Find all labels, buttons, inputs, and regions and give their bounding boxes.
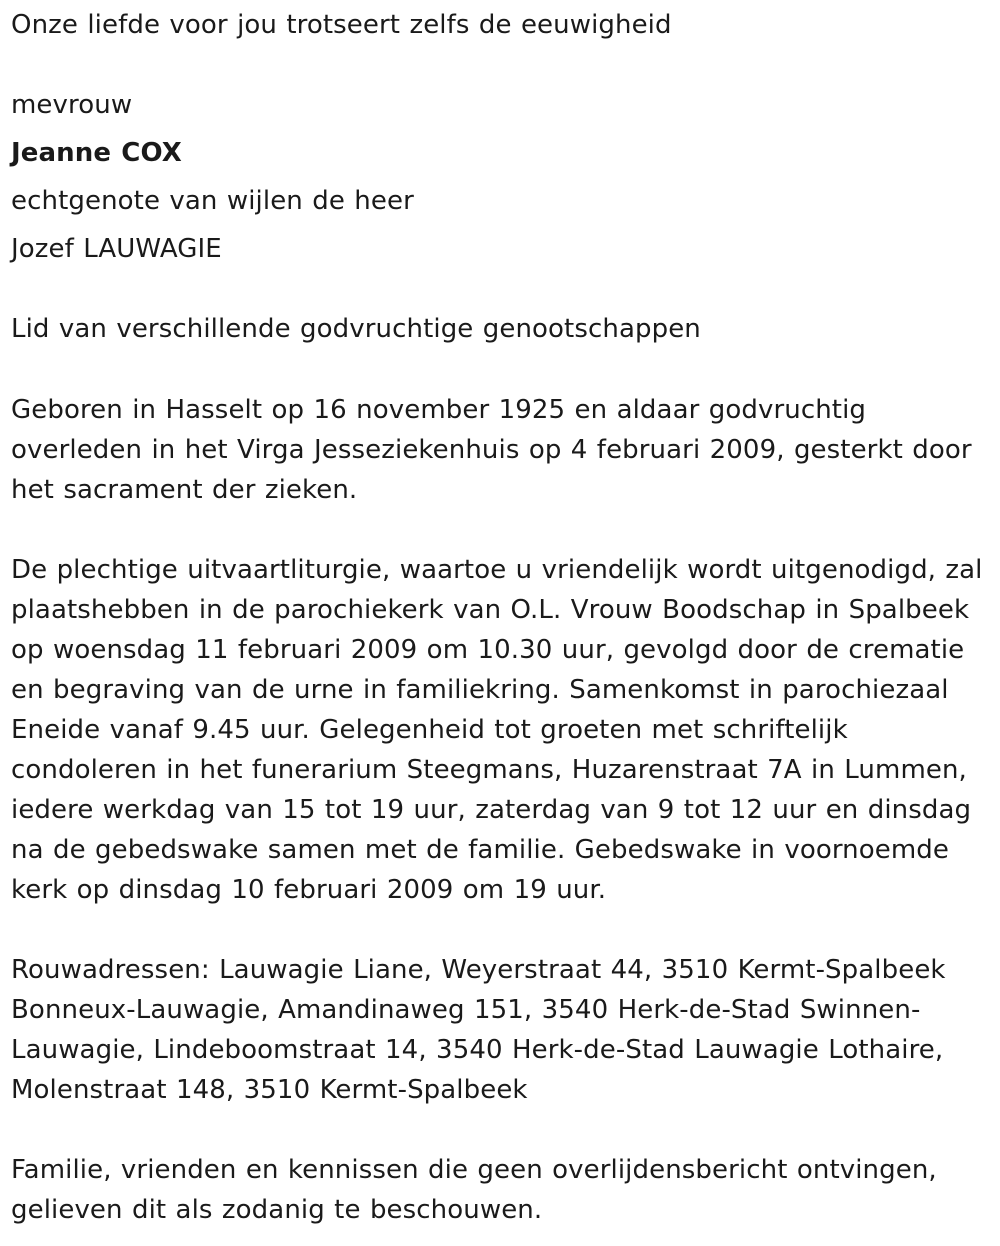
deceased-title: mevrouw bbox=[11, 90, 133, 120]
birth-death-line: overleden in het Virga Jesseziekenhuis op 4 februari 2009, gesterkt door bbox=[11, 435, 972, 465]
funeral-line: op woensdag 11 februari 2009 om 10.30 uur, gevolgd door de crematie bbox=[11, 635, 965, 665]
motto: Onze liefde voor jou trotseert zelfs de eeuwigheid bbox=[11, 10, 672, 40]
closing-line: Familie, vrienden en kennissen die geen overlijdensbericht ontvingen, bbox=[11, 1155, 937, 1185]
funeral-paragraph bbox=[11, 550, 983, 910]
funeral-line: kerk op dinsdag 10 februari 2009 om 19 uur. bbox=[11, 875, 607, 905]
closing-paragraph bbox=[11, 1150, 937, 1230]
closing-line: gelieven dit als zodanig te beschouwen. bbox=[11, 1195, 543, 1225]
funeral-line: Eneide vanaf 9.45 uur. Gelegenheid tot groeten met schriftelijk bbox=[11, 715, 848, 745]
funeral-line: plaatshebben in de parochiekerk van O.L. Vrouw Boodschap in Spalbeek bbox=[11, 595, 970, 625]
funeral-line: na de gebedswake samen met de familie. Gebedswake in voornoemde bbox=[11, 835, 949, 865]
mourning-address-line: Molenstraat 148, 3510 Kermt-Spalbeek bbox=[11, 1075, 528, 1105]
mourning-addresses-paragraph bbox=[11, 950, 946, 1110]
deceased-relation: echtgenote van wijlen de heer bbox=[11, 186, 414, 216]
birth-death-line: het sacrament der zieken. bbox=[11, 475, 358, 505]
funeral-line: iedere werkdag van 15 tot 19 uur, zaterdag van 9 tot 12 uur en dinsdag bbox=[11, 795, 972, 825]
deceased-name: Jeanne COX bbox=[11, 138, 182, 168]
mourning-address-line: Bonneux-Lauwagie, Amandinaweg 151, 3540 Herk-de-Stad Swinnen- bbox=[11, 995, 921, 1025]
birth-death-line: Geboren in Hasselt op 16 november 1925 en aldaar godvruchtig bbox=[11, 395, 867, 425]
funeral-line: en begraving van de urne in familiekring. Samenkomst in parochiezaal bbox=[11, 675, 949, 705]
funeral-line: condoleren in het funerarium Steegmans, Huzarenstraat 7A in Lummen, bbox=[11, 755, 967, 785]
birth-death-paragraph bbox=[11, 390, 972, 510]
mourning-address-line: Lauwagie, Lindeboomstraat 14, 3540 Herk-de-Stad Lauwagie Lothaire, bbox=[11, 1035, 944, 1065]
funeral-line: De plechtige uitvaartliturgie, waartoe u vriendelijk wordt uitgenodigd, zal bbox=[11, 555, 983, 585]
membership: Lid van verschillende godvruchtige genootschappen bbox=[11, 314, 701, 344]
spouse-name: Jozef LAUWAGIE bbox=[11, 234, 222, 264]
mourning-address-line: Rouwadressen: Lauwagie Liane, Weyerstraat 44, 3510 Kermt-Spalbeek bbox=[11, 955, 946, 985]
